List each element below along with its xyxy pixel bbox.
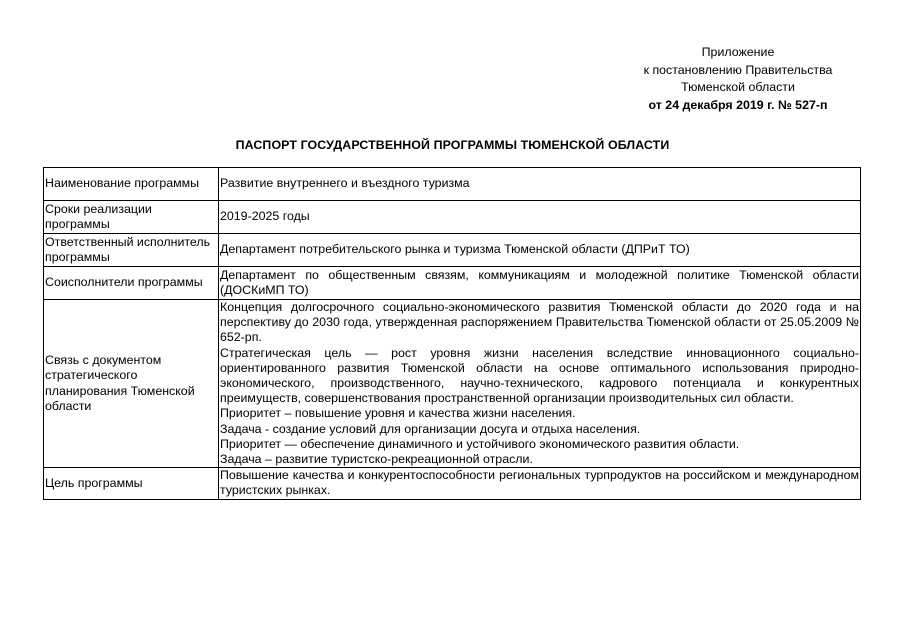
row-value: Департамент потребительского рынка и туризма Тюменской области (ДПРиТ ТО) bbox=[219, 234, 861, 267]
value-paragraph: Концепция долгосрочного социально-экономического развития Тюменской области до 2020 года и на перспективу до 2030 года, утвержденная распоряжением Правительства Тюменской области от 25.05.2009 № 652-рп. bbox=[220, 300, 859, 345]
table-row bbox=[44, 168, 861, 201]
passport-table bbox=[43, 167, 861, 500]
row-value: Департамент по общественным связям, коммуникациям и молодежной политике Тюменской области (ДОСКиМП ТО) bbox=[219, 267, 861, 300]
table-row bbox=[44, 267, 861, 300]
table-row bbox=[44, 234, 861, 267]
row-label: Сроки реализации программы bbox=[44, 201, 219, 234]
annex-line: Приложение bbox=[701, 45, 775, 59]
value-paragraph: Задача – развитие туристско-рекреационной отрасли. bbox=[220, 452, 533, 467]
annex-line: к постановлению Правительства bbox=[643, 62, 833, 77]
row-value bbox=[219, 300, 861, 468]
value-paragraph: Стратегическая цель — рост уровня жизни населения вследствие инновационного социально-ориентированного развития Тюменской области на основе оптимального использования природно-экономического, производственного, научно-технического, кадрового потенциала и конкурентных преимуществ, совершенствования пространственной организации производительных сил области. bbox=[220, 345, 859, 406]
row-label: Наименование программы bbox=[44, 168, 219, 201]
annex-block bbox=[600, 44, 876, 114]
value-paragraph: Задача - создание условий для организации досуга и отдыха населения. bbox=[220, 421, 641, 436]
table-row bbox=[44, 468, 861, 499]
row-label: Цель программы bbox=[44, 468, 219, 499]
row-value: Повышение качества и конкурентоспособности региональных турпродуктов на российском и международном туристских рынках. bbox=[220, 468, 859, 498]
annex-line: Тюменской области bbox=[681, 80, 795, 95]
row-label: Ответственный исполнитель программы bbox=[44, 234, 219, 267]
row-label: Связь с документом стратегического планирования Тюменской области bbox=[44, 300, 219, 468]
value-paragraph: Приоритет – повышение уровня и качества жизни населения. bbox=[220, 406, 576, 421]
row-value: Развитие внутреннего и въездного туризма bbox=[219, 168, 861, 201]
table-row bbox=[44, 300, 861, 468]
value-paragraph: Приоритет — обеспечение динамичного и устойчивого экономического развития области. bbox=[220, 436, 740, 451]
annex-date-number: от 24 декабря 2019 г. № 527-п bbox=[648, 97, 828, 112]
document-title: ПАСПОРТ ГОСУДАРСТВЕННОЙ ПРОГРАММЫ ТЮМЕНСКОЙ ОБЛАСТИ bbox=[235, 138, 670, 152]
row-label: Соисполнители программы bbox=[44, 267, 219, 300]
table-row bbox=[44, 201, 861, 234]
row-value: 2019-2025 годы bbox=[219, 201, 861, 234]
